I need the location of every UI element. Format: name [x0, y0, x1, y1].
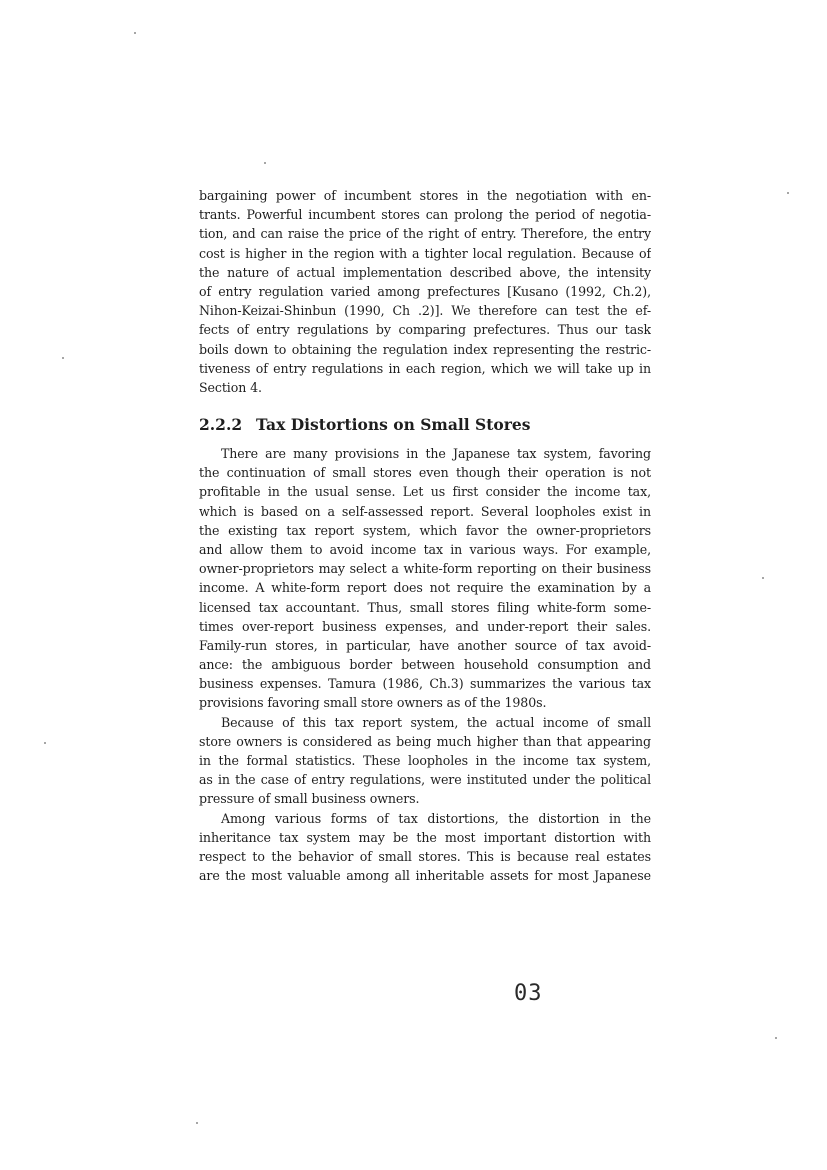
text-line: as in the case of entry regulations, were instituted under the political	[199, 772, 651, 788]
intro-paragraph	[199, 186, 651, 397]
text-line: income. A white-form report does not require the examination by a	[199, 580, 651, 596]
scan-speck	[264, 162, 266, 164]
text-line: business expenses. Tamura (1986, Ch.3) summarizes the various tax	[199, 676, 651, 692]
text-line: are the most valuable among all inheritable assets for most Japanese	[199, 868, 651, 884]
text-line: fects of entry regulations by comparing prefectures. Thus our task	[199, 322, 651, 338]
text-line: ance: the ambiguous border between household consumption and	[199, 657, 651, 673]
text-line: which is based on a self-assessed report. Several loopholes exist in	[199, 503, 651, 519]
text-line: of entry regulation varied among prefectures [Kusano (1992, Ch.2),	[199, 283, 651, 299]
section-title: Tax Distortions on Small Stores	[256, 415, 531, 434]
text-line: licensed tax accountant. Thus, small stores filing white-form some-	[199, 599, 651, 615]
paragraph-inheritance-tax	[199, 809, 651, 886]
text-line: and allow them to avoid income tax in various ways. For example,	[199, 541, 651, 557]
text-line: times over-report business expenses, and under-report their sales.	[199, 618, 651, 634]
text-line: pressure of small business owners.	[199, 791, 420, 807]
text-line: Family-run stores, in particular, have another source of tax avoid-	[199, 637, 651, 653]
scan-speck	[62, 357, 64, 359]
text-line: in the formal statistics. These loopholes in the income tax system,	[199, 753, 651, 768]
paragraph-report-system	[199, 713, 651, 809]
text-line: inheritance tax system may be the most important distortion with	[199, 829, 651, 845]
text-line: owner-proprietors may select a white-form reporting on their business	[199, 561, 651, 577]
paragraph-income-tax	[199, 444, 651, 713]
scan-speck	[196, 1122, 198, 1124]
scan-speck	[762, 577, 764, 579]
text-line: Section 4.	[199, 379, 262, 395]
text-line: tiveness of entry regulations in each region, which we will take up in	[199, 360, 651, 376]
section-number: 2.2.2	[199, 415, 243, 434]
text-line: store owners is considered as being much higher than that appearing	[199, 733, 651, 749]
text-line: respect to the behavior of small stores. This is because real estates	[199, 848, 651, 864]
section-heading	[199, 414, 651, 436]
text-line: the continuation of small stores even though their operation is not	[199, 465, 651, 481]
text-line: Among various forms of tax distortions, the distortion in the	[221, 810, 651, 826]
text-line: the existing tax report system, which favor the owner-proprietors	[199, 522, 651, 538]
text-line: Nihon-Keizai-Shinbun (1990, Ch .2)]. We therefore can test the ef-	[199, 303, 651, 319]
text-line: cost is higher in the region with a tighter local regulation. Because of	[199, 245, 651, 261]
scan-speck	[787, 192, 789, 194]
scan-speck	[44, 742, 46, 744]
text-line: boils down to obtaining the regulation index representing the restric-	[199, 341, 651, 357]
text-line: profitable in the usual sense. Let us first consider the income tax,	[199, 484, 651, 500]
text-line: bargaining power of incumbent stores in the negotiation with en-	[199, 188, 651, 203]
page-number: 03	[514, 981, 543, 1006]
scan-speck	[134, 32, 136, 34]
text-line: trants. Powerful incumbent stores can prolong the period of negotia-	[199, 207, 651, 223]
text-line: the nature of actual implementation described above, the intensity	[199, 264, 651, 280]
text-line: tion, and can raise the price of the right of entry. Therefore, the entry	[199, 226, 651, 242]
text-line: There are many provisions in the Japanese tax system, favoring	[221, 446, 651, 461]
text-line: Because of this tax report system, the actual income of small	[221, 714, 651, 730]
text-line: provisions favoring small store owners as of the 1980s.	[199, 695, 547, 711]
section-body	[199, 444, 651, 885]
scan-speck	[775, 1037, 777, 1039]
